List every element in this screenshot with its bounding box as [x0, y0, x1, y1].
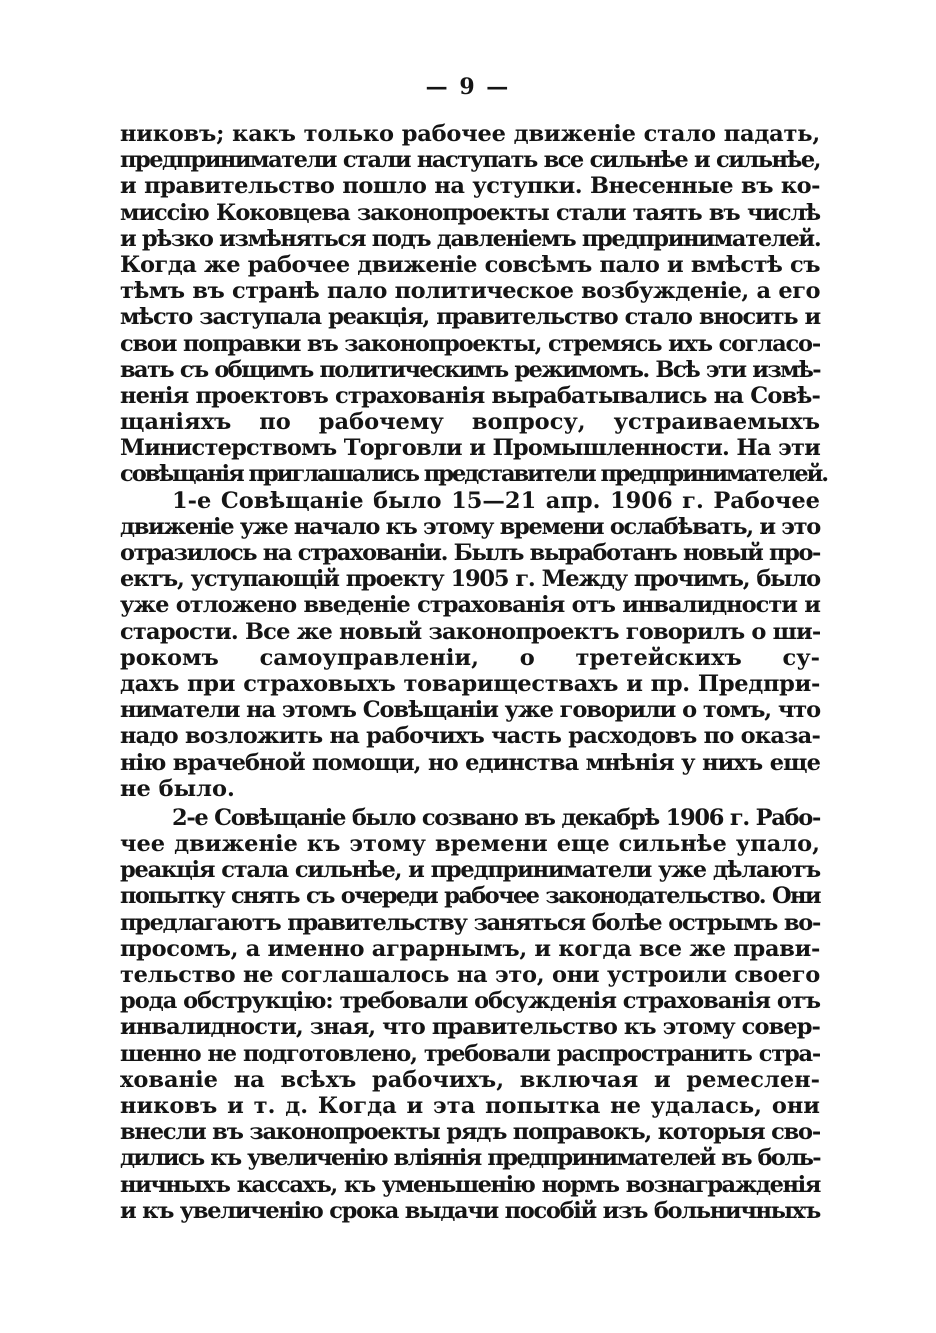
- text-line: попытку снять съ очереди рабочее законодательство. Они: [120, 883, 820, 910]
- text-line: отразилось на страхованiи. Былъ выработанъ новый про-: [120, 540, 820, 566]
- text-line: рода обструкцiю: требовали обсужденiя страхованiя отъ: [120, 988, 821, 1015]
- text-line: ненiя проектовъ страхованiя вырабатывались на Совѣ-: [120, 382, 820, 409]
- text-line: ничныхъ кассахъ, къ уменьшенiю нормъ вознагражденiя: [120, 1171, 820, 1198]
- text-line: Когда же рабочее движенiе совсѣмъ пало и вмѣстѣ съ: [120, 251, 820, 278]
- text-line: инвалидности, зная, что правительство къ этому совер-: [120, 1014, 820, 1041]
- text-line: нiю врачебной помощи, но единства мнѣнiя у нихъ еще: [120, 749, 820, 776]
- text-line: рокомъ самоуправленiи, о третейскихъ су-: [120, 644, 820, 671]
- text-line: и рѣзко измѣняться подъ давленiемъ предпринимателей.: [120, 225, 821, 252]
- text-line: мѣсто заступала реакцiя, правительство стало вносить и: [120, 304, 820, 331]
- text-line: ектъ, уступающiй проекту 1905 г. Между прочимъ, было: [120, 566, 820, 593]
- text-line: движенiе уже начало къ этому времени ослабѣвать, и это: [120, 513, 820, 540]
- text-line: хованiе на всѣхъ рабочихъ, включая и ремеслен-: [120, 1066, 820, 1093]
- text-line: предприниматели стали наступать все сильнѣе и сильнѣе,: [120, 147, 820, 174]
- text-line: предлагаютъ правительству заняться болѣе острымъ во-: [120, 909, 820, 936]
- text-line: никовъ и т. д. Когда и эта попытка не удалась, они: [120, 1092, 820, 1119]
- text-line: совѣщанiя приглашались представители предпринимателей.: [120, 461, 828, 488]
- paragraph-first-line: 1-е Совѣщанiе было 15—21 апр. 1906 г. Рабочее: [172, 487, 820, 514]
- body-text: [120, 121, 828, 1224]
- text-line: просомъ, а именно аграрнымъ, и когда все же прави-: [120, 935, 820, 962]
- text-line: ниматели на этомъ Совѣщанiи уже говорили о томъ, что: [120, 697, 820, 724]
- paragraph-last-line: не было.: [120, 775, 235, 802]
- text-line: тѣмъ въ странѣ пало политическое возбужденiе, а его: [120, 278, 820, 305]
- paragraph-first-line: 2-е Совѣщанiе было созвано въ декабрѣ 1906 г. Рабо-: [172, 804, 820, 831]
- text-line: чее движенiе къ этому времени еще сильнѣе упало,: [120, 831, 820, 858]
- text-line: никовъ; какъ только рабочее движенie стало падать,: [120, 121, 820, 147]
- text-line: вать съ общимъ политическимъ режимомъ. Всѣ эти измѣ-: [120, 356, 820, 383]
- text-line: старости. Все же новый законопроектъ говорилъ о ши-: [120, 618, 821, 645]
- text-line: и правительство пошло на уступки. Внесенные въ ко-: [120, 173, 820, 200]
- text-line: дились къ увеличенiю влiянiя предпринимателей въ боль-: [120, 1145, 820, 1172]
- text-line: дахъ при страховыхъ товариществахъ и пр. Предпри-: [120, 670, 820, 697]
- page-number: — 9 —: [425, 74, 511, 100]
- text-line: тельство не соглашалось на это, они устроили своего: [120, 962, 820, 988]
- text-line: надо возложить на рабочихъ часть расходовъ по оказа-: [120, 723, 820, 750]
- text-line: уже отложено введенiе страхованiя отъ инвалидности и: [120, 592, 820, 619]
- text-line: щанiяхъ по рабочему вопросу, устраиваемыхъ: [120, 409, 820, 436]
- text-line: миссiю Коковцева законопроекты стали таять въ числѣ: [120, 199, 820, 226]
- text-line: реакцiя стала сильнѣе, и предприниматели уже дѣлаютъ: [120, 857, 820, 884]
- text-line: свои поправки въ законопроекты, стремясь ихъ согласо-: [120, 330, 820, 357]
- text-line: внесли въ законопроекты рядъ поправокъ, которыя сво-: [120, 1119, 820, 1146]
- text-line: Министерствомъ Торговли и Промышленности. На эти: [120, 435, 820, 462]
- text-line: шенно не подготовлено, требовали распространить стра-: [120, 1040, 820, 1067]
- text-line: и къ увеличенiю срока выдачи пособiй изъ больничныхъ: [120, 1197, 820, 1224]
